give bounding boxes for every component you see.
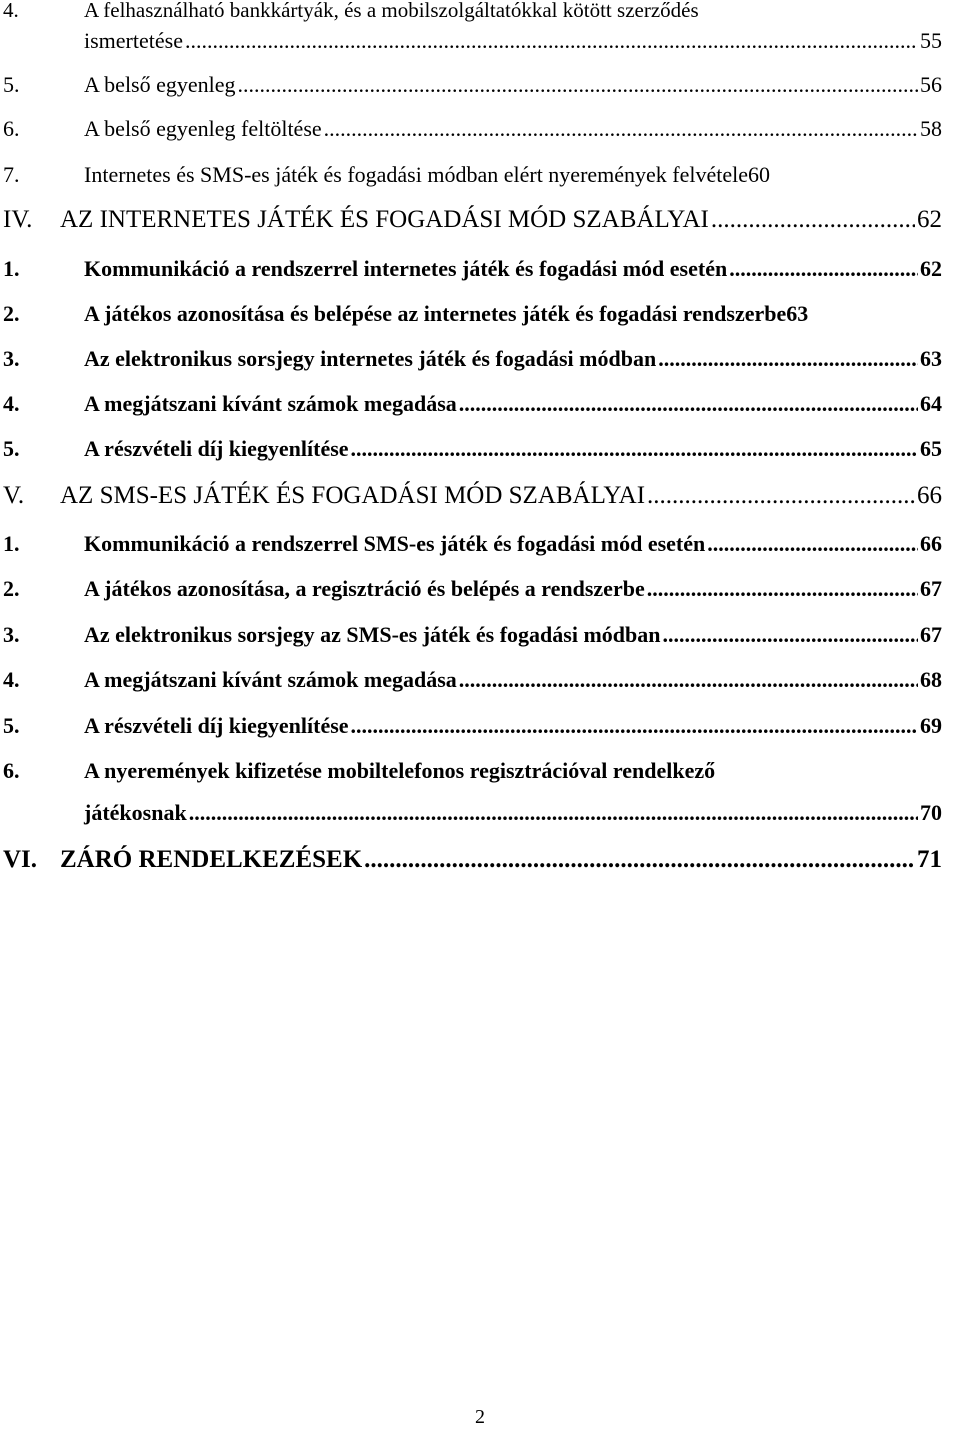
toc-entry-number: 3. (3, 622, 20, 647)
leader-dots (189, 800, 918, 826)
toc-entry-title: AZ SMS-ES JÁTÉK ÉS FOGADÁSI MÓD SZABÁLYAI (60, 482, 646, 509)
toc-entry-title: Kommunikáció a rendszerrel SMS-es játék és fogadási mód esetén (84, 531, 706, 556)
toc-entry-title: A belső egyenleg (84, 72, 236, 97)
toc-entry-title: A nyeremények kifizetése mobiltelefonos regisztrációval rendelkező (84, 758, 716, 783)
toc-entry-number: 3. (3, 346, 20, 371)
toc-entry-page: 67 (920, 576, 942, 601)
toc-entry-title: A belső egyenleg feltöltése (84, 116, 322, 141)
toc-entry-number: 1. (3, 531, 20, 556)
toc-entry-number: 7. (3, 162, 20, 187)
toc-entry-title: Az elektronikus sorsjegy az SMS-es játék és fogadási módban (84, 622, 661, 647)
toc-entry-title: Internetes és SMS-es játék és fogadási módban elért nyeremények felvétele (84, 162, 749, 187)
toc-entry-number: 5. (3, 713, 20, 738)
toc-entry-number: 2. (3, 301, 20, 326)
leader-dots (647, 482, 915, 510)
leader-dots (729, 256, 918, 282)
toc-entry-number: 6. (3, 116, 20, 141)
toc-entry-number: IV. (3, 206, 33, 233)
toc-entry-number: 6. (3, 758, 20, 783)
toc-entry-number: 4. (3, 0, 19, 22)
leader-dots (662, 622, 918, 648)
toc-entry-page: 66 (920, 531, 942, 556)
leader-dots (185, 28, 918, 54)
toc-entry-page: 56 (920, 72, 942, 97)
page-number: 2 (475, 1406, 485, 1428)
toc-entry-page: 58 (920, 116, 942, 141)
toc-entry-page: 55 (920, 28, 942, 53)
toc-entry-page: 60 (748, 162, 771, 187)
leader-dots (351, 436, 918, 462)
toc-entry-number: 2. (3, 576, 20, 601)
toc-entry-number: V. (3, 482, 25, 509)
toc-entry-title: ZÁRÓ RENDELKEZÉSEK (60, 846, 363, 873)
leader-dots (238, 72, 918, 98)
leader-dots (324, 116, 918, 142)
toc-entry-page: 69 (920, 713, 942, 738)
toc-entry-number: 1. (3, 256, 20, 281)
toc-entry-title: A megjátszani kívánt számok megadása (84, 667, 457, 692)
toc-entry-number: 4. (3, 667, 20, 692)
toc-entry-title: Kommunikáció a rendszerrel internetes játék és fogadási mód esetén (84, 256, 728, 281)
toc-entry-number: VI. (3, 846, 38, 873)
toc-entry-title: A részvételi díj kiegyenlítése (84, 436, 349, 461)
toc-entry-title: Az elektronikus sorsjegy internetes játék és fogadási módban (84, 346, 657, 371)
toc-entry-page: 62 (917, 206, 942, 233)
leader-dots (647, 576, 918, 602)
leader-dots (707, 531, 918, 557)
toc-entry-page: 63 (920, 346, 942, 371)
toc-entry-title: A játékos azonosítása, a regisztráció és belépés a rendszerbe (84, 576, 645, 601)
toc-entry-title-continued: ismertetése (84, 28, 183, 53)
toc-entry-title: A felhasználható bankkártyák, és a mobilszolgáltatókkal kötött szerződés (84, 0, 699, 22)
leader-dots (459, 667, 918, 693)
leader-dots (459, 391, 918, 417)
toc-entry-page: 64 (920, 391, 942, 416)
toc-entry-page: 70 (920, 800, 942, 825)
toc-entry-title-continued: játékosnak (84, 800, 187, 825)
leader-dots (658, 346, 918, 372)
toc-entry-page: 68 (920, 667, 942, 692)
toc-entry-title: AZ INTERNETES JÁTÉK ÉS FOGADÁSI MÓD SZABÁLYAI (60, 206, 709, 233)
leader-dots (711, 206, 915, 234)
toc-entry-number: 4. (3, 391, 20, 416)
toc-entry-page: 63 (786, 301, 809, 326)
toc-entry-title: A részvételi díj kiegyenlítése (84, 713, 349, 738)
toc-entry-page: 67 (920, 622, 942, 647)
toc-entry-page: 65 (920, 436, 942, 461)
toc-entry-number: 5. (3, 436, 20, 461)
toc-entry-title: A megjátszani kívánt számok megadása (84, 391, 457, 416)
toc-entry-title: A játékos azonosítása és belépése az internetes játék és fogadási rendszerbe (84, 301, 787, 326)
leader-dots (364, 846, 915, 874)
toc-entry-page: 62 (920, 256, 942, 281)
toc-entry-number: 5. (3, 72, 20, 97)
toc-entry-page: 71 (917, 846, 942, 873)
leader-dots (351, 713, 918, 739)
toc-entry-page: 66 (917, 482, 942, 509)
